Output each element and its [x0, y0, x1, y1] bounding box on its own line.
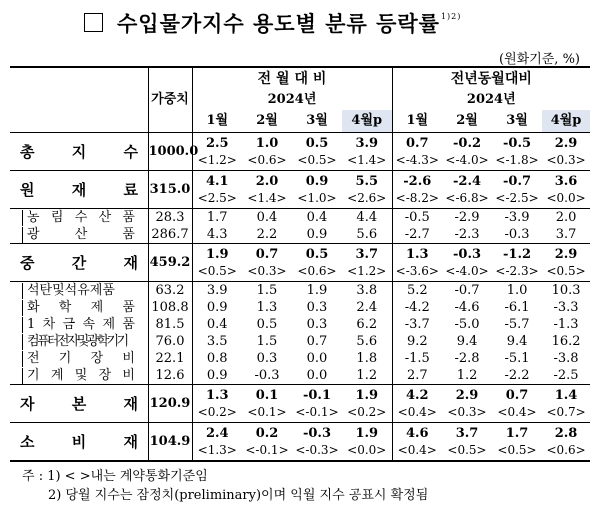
value-cell: -2.6 — [392, 171, 442, 191]
value-cell: 0.3 — [256, 350, 278, 366]
paren-cell: <0.0> — [546, 191, 586, 205]
table-row — [10, 333, 590, 350]
value-cell: 1.9 — [355, 426, 379, 441]
value-cell: -6.1 — [504, 299, 530, 315]
title-note: 1)2) — [440, 12, 462, 21]
row-label — [10, 244, 148, 282]
paren-cell: <1.2> — [192, 152, 242, 171]
row-label-text: 화 학 제 품 — [22, 300, 135, 316]
value-cell: -0.5 — [503, 136, 532, 151]
value-cell: 0.7 — [306, 333, 328, 349]
value-cell: -2.8 — [454, 350, 480, 366]
footnote-2: 2) 당월 지수는 잠정치(preliminary)이며 익월 지수 공표시 확정됨 — [48, 488, 429, 503]
value-cell: 5.6 — [356, 333, 378, 349]
header-month: 2월 — [442, 110, 492, 133]
row-weight: 76.0 — [148, 333, 192, 350]
value-cell: -3.9 — [492, 209, 542, 227]
value-cell: -2.7 — [392, 226, 442, 244]
value-cell: 2.8 — [554, 426, 578, 441]
row-label — [10, 367, 148, 385]
value-cell: 1.9 — [355, 388, 379, 403]
paren-cell: <-0.1> — [242, 442, 292, 461]
paren-cell: <0.5> — [546, 264, 586, 278]
value-cell: -0.3 — [302, 426, 331, 441]
value-cell: 0.3 — [306, 299, 328, 315]
value-cell: 1.3 — [392, 244, 442, 264]
value-cell: -3.3 — [553, 299, 579, 315]
value-cell: -5.0 — [454, 316, 480, 332]
value-cell: -0.2 — [453, 136, 482, 151]
header-mom: 전 월 대 비 — [192, 67, 392, 89]
paren-cell: <-6.8> — [445, 191, 489, 205]
value-cell: -2.2 — [504, 367, 530, 383]
value-cell: 1.5 — [256, 333, 278, 349]
value-cell: 10.3 — [542, 282, 590, 300]
value-cell: 2.4 — [192, 423, 242, 443]
header-month: 3월 — [492, 110, 542, 133]
paren-cell: <0.5> — [492, 442, 542, 461]
header-month: 4월p — [342, 110, 392, 133]
value-cell: -4.6 — [454, 299, 480, 315]
value-cell: -2.3 — [454, 226, 480, 242]
value-cell: 0.0 — [306, 367, 328, 383]
table-row — [10, 367, 590, 385]
value-cell: 2.5 — [192, 133, 242, 153]
row-label — [10, 133, 148, 171]
value-cell: -0.7 — [503, 174, 532, 189]
value-cell: 5.5 — [355, 174, 379, 189]
paren-cell: <-2.5> — [495, 191, 539, 205]
value-cell: -3.8 — [553, 350, 579, 366]
row-label-text: 중 간 재 — [20, 253, 138, 272]
value-cell: 9.4 — [506, 333, 528, 349]
paren-cell: <-8.2> — [392, 190, 442, 209]
value-cell: -2.4 — [453, 174, 482, 189]
header-year-yoy: 2024년 — [392, 89, 590, 110]
value-cell: 2.9 — [554, 247, 578, 262]
value-cell: 2.7 — [392, 367, 442, 385]
row-label-text: 1 차 금 속 제 품 — [22, 317, 135, 333]
value-cell: 3.5 — [192, 333, 242, 350]
paren-cell: <0.4> — [392, 404, 442, 423]
table-row — [10, 423, 590, 443]
value-cell: 2.0 — [542, 209, 590, 227]
row-weight: 459.2 — [148, 244, 192, 282]
value-cell: 2.9 — [554, 136, 578, 151]
table-row — [10, 282, 590, 300]
row-label — [10, 333, 148, 350]
header-month: 1월 — [192, 110, 242, 133]
row-label-text: 석탄및석유제품 — [22, 283, 135, 299]
value-cell: 0.4 — [192, 316, 242, 333]
paren-cell: <-0.3> — [292, 442, 342, 461]
row-label-text: 기 계 및 장 비 — [22, 368, 135, 384]
table-row — [10, 171, 590, 191]
value-cell: -5.1 — [504, 350, 530, 366]
value-cell: 1.2 — [456, 367, 478, 383]
value-cell: 9.4 — [456, 333, 478, 349]
value-cell: 3.7 — [355, 247, 379, 262]
paren-cell: <0.3> — [546, 153, 586, 167]
value-cell: -1.3 — [553, 316, 579, 332]
paren-cell: <0.5> — [192, 263, 242, 282]
value-cell: 1.3 — [256, 299, 278, 315]
header-month: 3월 — [292, 110, 342, 133]
value-cell: 1.9 — [292, 282, 342, 300]
value-cell: -0.3 — [504, 226, 530, 242]
value-cell: -3.7 — [392, 316, 442, 333]
row-weight: 315.0 — [148, 171, 192, 209]
value-cell: 0.8 — [192, 350, 242, 367]
paren-cell: <0.1> — [247, 405, 287, 419]
value-cell: 5.6 — [356, 226, 378, 242]
value-cell: 1.5 — [242, 282, 292, 300]
value-cell: 1.3 — [192, 385, 242, 405]
value-cell: -0.3 — [254, 367, 280, 383]
table-row — [10, 316, 590, 333]
value-cell: 4.1 — [192, 171, 242, 191]
table-row — [10, 385, 590, 405]
value-cell: -2.5 — [553, 367, 579, 383]
value-cell: 2.2 — [256, 226, 278, 242]
value-cell: 1.7 — [192, 209, 242, 227]
value-cell: 0.4 — [292, 209, 342, 227]
value-cell: 4.4 — [342, 209, 392, 227]
price-index-table — [10, 66, 590, 462]
row-label — [10, 209, 148, 227]
row-weight: 286.7 — [148, 226, 192, 244]
value-cell: 0.9 — [192, 367, 242, 385]
row-weight: 63.2 — [148, 282, 192, 300]
row-label-text: 농 림 수 산 품 — [22, 210, 135, 226]
row-weight: 108.8 — [148, 299, 192, 316]
value-cell: 2.4 — [356, 299, 378, 315]
row-label — [10, 282, 148, 300]
header-month: 4월p — [542, 110, 590, 133]
value-cell: 4.3 — [192, 226, 242, 244]
value-cell: 2.0 — [255, 174, 279, 189]
row-label — [10, 226, 148, 244]
value-cell: 0.5 — [305, 136, 329, 151]
value-cell: -0.3 — [453, 247, 482, 262]
value-cell: -5.7 — [504, 316, 530, 332]
row-label-text: 총 지 수 — [20, 142, 138, 161]
value-cell: 0.5 — [256, 316, 278, 332]
header-month: 2월 — [242, 110, 292, 133]
value-cell: 3.6 — [554, 174, 578, 189]
value-cell: 1.2 — [356, 367, 378, 383]
table-row — [10, 226, 590, 244]
value-cell: 0.9 — [192, 299, 242, 316]
value-cell: 1.9 — [192, 244, 242, 264]
value-cell: 0.3 — [306, 316, 328, 332]
table-row — [10, 209, 590, 227]
value-cell: 1.7 — [505, 426, 529, 441]
value-cell: -1.5 — [392, 350, 442, 367]
paren-cell: <-2.3> — [495, 264, 539, 278]
row-weight: 1000.0 — [148, 133, 192, 171]
value-cell: -0.5 — [392, 209, 442, 227]
paren-cell: <-1.8> — [495, 153, 539, 167]
paren-cell: <-0.1> — [295, 405, 339, 419]
header-month: 1월 — [392, 110, 442, 133]
row-weight: 120.9 — [148, 385, 192, 423]
paren-cell: <0.2> — [347, 405, 387, 419]
row-label — [10, 423, 148, 462]
table-row — [10, 350, 590, 367]
value-cell: 2.9 — [455, 388, 479, 403]
row-label-text: 광 산 품 — [22, 227, 135, 243]
value-cell: 1.8 — [356, 350, 378, 366]
value-cell: 3.7 — [555, 226, 577, 242]
row-weight: 28.3 — [148, 209, 192, 227]
row-label — [10, 171, 148, 209]
value-cell: -2.9 — [442, 209, 492, 227]
paren-cell: <0.6> — [247, 153, 287, 167]
unit-label: (원화기준, %) — [499, 52, 580, 67]
row-weight: 22.1 — [148, 350, 192, 367]
paren-cell: <0.7> — [546, 405, 586, 419]
checkbox-square-icon — [84, 13, 103, 32]
value-cell: 0.7 — [505, 388, 529, 403]
value-cell: 0.7 — [255, 247, 279, 262]
value-cell: 0.4 — [242, 209, 292, 227]
header-weight: 가중치 — [148, 67, 192, 133]
value-cell: -4.2 — [392, 299, 442, 316]
page-title — [84, 8, 461, 38]
table-row — [10, 133, 590, 153]
value-cell: -0.1 — [302, 388, 331, 403]
paren-cell: <1.4> — [247, 191, 287, 205]
row-weight: 12.6 — [148, 367, 192, 385]
value-cell: 0.9 — [306, 226, 328, 242]
header-blank — [10, 67, 148, 133]
paren-cell: <0.4> — [392, 442, 442, 461]
value-cell: 9.2 — [392, 333, 442, 350]
header-yoy: 전년동월대비 — [392, 67, 590, 89]
value-cell: 3.9 — [192, 282, 242, 300]
value-cell: 3.8 — [342, 282, 392, 300]
paren-cell: <1.2> — [347, 264, 387, 278]
value-cell: -0.7 — [442, 282, 492, 300]
row-label — [10, 299, 148, 316]
paren-cell: <-4.0> — [445, 264, 489, 278]
row-label-text: 컴퓨터전자및광학기기 — [22, 334, 135, 350]
table-row — [10, 299, 590, 316]
row-label — [10, 350, 148, 367]
paren-cell: <1.3> — [192, 442, 242, 461]
title-text: 수입물가지수 용도별 분류 등락률 — [117, 11, 440, 36]
row-label-text: 원 재 료 — [20, 180, 138, 199]
paren-cell: <0.0> — [342, 442, 392, 461]
row-weight: 81.5 — [148, 316, 192, 333]
row-label-text: 전 기 장 비 — [22, 351, 135, 367]
value-cell: 3.9 — [355, 136, 379, 151]
row-label — [10, 385, 148, 423]
paren-cell: <1.0> — [297, 191, 337, 205]
row-weight: 104.9 — [148, 423, 192, 462]
header-year-mom: 2024년 — [192, 89, 392, 110]
value-cell: 1.4 — [554, 388, 578, 403]
footnote-1: 주 : 1) < >내는 계약통화기준임 — [22, 469, 208, 484]
value-cell: 0.5 — [305, 247, 329, 262]
value-cell: 4.2 — [392, 385, 442, 405]
value-cell: 5.2 — [392, 282, 442, 300]
paren-cell: <1.4> — [347, 153, 387, 167]
paren-cell: <2.6> — [347, 191, 387, 205]
value-cell: 4.6 — [392, 423, 442, 443]
paren-cell: <0.5> — [297, 153, 337, 167]
row-label-text: 자 본 재 — [20, 394, 138, 413]
value-cell: 1.0 — [255, 136, 279, 151]
paren-cell: <2.5> — [192, 190, 242, 209]
value-cell: 1.0 — [492, 282, 542, 300]
value-cell: 0.1 — [255, 388, 279, 403]
value-cell: 16.2 — [551, 333, 581, 349]
paren-cell: <0.3> — [247, 264, 287, 278]
value-cell: 0.0 — [306, 350, 328, 366]
paren-cell: <-4.0> — [445, 153, 489, 167]
value-cell: 0.9 — [305, 174, 329, 189]
paren-cell: <-4.3> — [392, 152, 442, 171]
row-label-text: 소 비 재 — [20, 432, 138, 451]
paren-cell: <0.6> — [542, 442, 590, 461]
row-label — [10, 316, 148, 333]
value-cell: 3.7 — [455, 426, 479, 441]
paren-cell: <0.5> — [442, 442, 492, 461]
paren-cell: <0.3> — [447, 405, 487, 419]
value-cell: -1.2 — [503, 247, 532, 262]
value-cell: 0.2 — [255, 426, 279, 441]
paren-cell: <0.2> — [192, 404, 242, 423]
paren-cell: <0.6> — [297, 264, 337, 278]
table-row — [10, 244, 590, 264]
value-cell: 0.7 — [392, 133, 442, 153]
paren-cell: <0.4> — [497, 405, 537, 419]
value-cell: 6.2 — [356, 316, 378, 332]
paren-cell: <-3.6> — [392, 263, 442, 282]
